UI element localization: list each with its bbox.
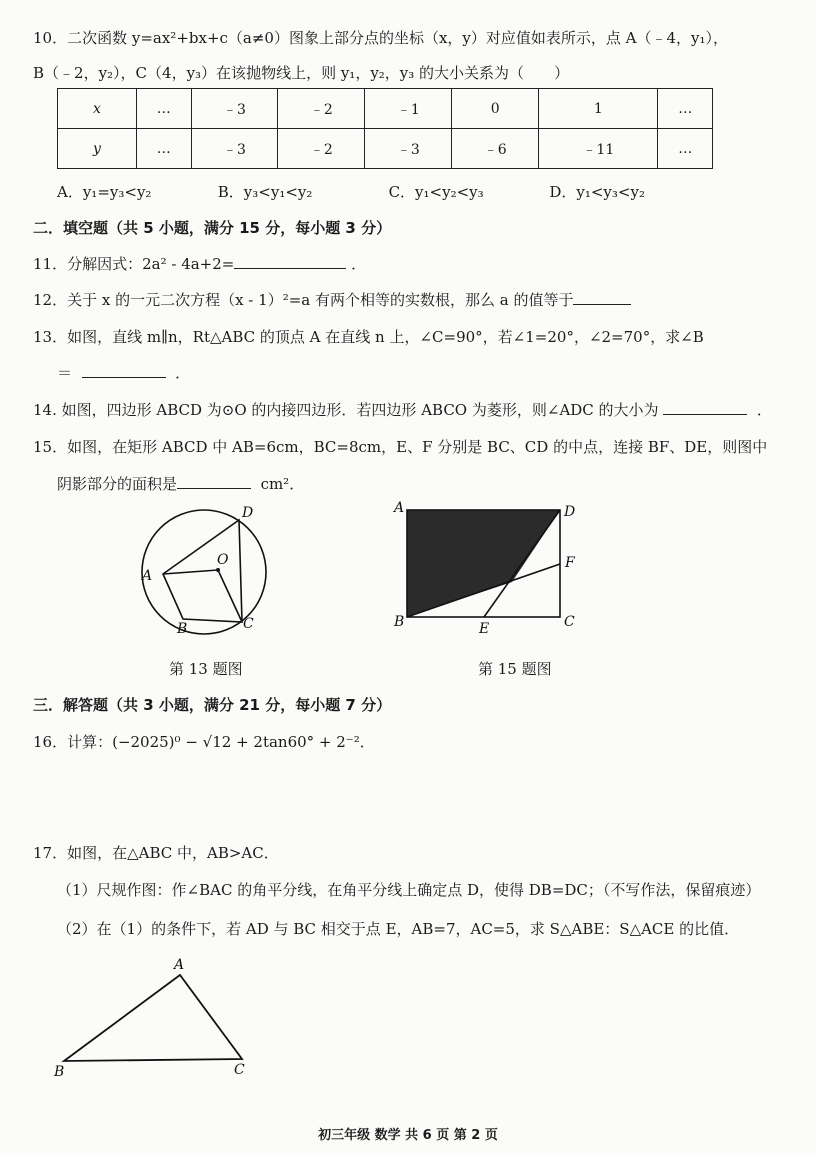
q15-line2 — [57, 474, 304, 494]
q15-prefix: 阴影部分的面积是 — [57, 475, 178, 493]
table-cell: ﹣3 — [365, 129, 452, 169]
table-cell: ﹣1 — [365, 89, 452, 129]
answer-blank — [82, 363, 166, 378]
q15-unit: cm²． — [260, 475, 305, 493]
label-f: F — [565, 555, 575, 571]
figure-15-caption: 第 15 题图 — [478, 660, 552, 678]
label-b: B — [394, 614, 405, 630]
answer-blank — [573, 290, 631, 305]
label-c: C — [564, 614, 575, 630]
q16: 16．计算：(−2025)⁰ − √12 + 2tan60° + 2⁻²． — [33, 733, 375, 751]
q13-end: ． — [175, 364, 191, 382]
table-row — [58, 129, 713, 169]
triangle-abc — [64, 975, 242, 1061]
shaded-region — [407, 510, 560, 617]
answer-blank — [663, 400, 747, 415]
label-d: D — [242, 505, 254, 521]
label-b: B — [54, 1064, 65, 1080]
table-cell: ﹣2 — [278, 129, 365, 169]
q12-text: 12．关于 x 的一元二次方程（x - 1）²=a 有两个相等的实数根，那么 a 的值等于 — [33, 291, 574, 309]
q10-value-table — [57, 88, 713, 169]
answer-blank — [234, 254, 346, 269]
answer-blank — [177, 474, 251, 489]
segment-ao — [163, 570, 218, 574]
figure-17-triangle — [50, 955, 260, 1080]
center-point-o — [216, 568, 220, 572]
figure-13-circle-quadrilateral — [130, 500, 290, 645]
q17-line2: （1）尺规作图：作∠BAC 的角平分线，在角平分线上确定点 D，使得 DB=DC；（不写作法，保留痕迹） — [57, 881, 761, 899]
label-c: C — [234, 1062, 245, 1078]
q14 — [33, 400, 772, 420]
option-b: B．y₃<y₁<y₂ — [217, 183, 313, 201]
q14-text: 14. 如图，四边形 ABCD 为⊙O 的内接四边形．若四边形 ABCO 为菱形，则∠ADC 的大小为 — [33, 401, 659, 419]
table-cell: y — [58, 129, 137, 169]
q17-line3: （2）在（1）的条件下，若 AD 与 BC 相交于点 E，AB=7，AC=5，求 S△ABE：S△ACE 的比值． — [57, 920, 740, 938]
figure-15-rectangle — [390, 496, 590, 636]
section-2-heading: 二．填空题（共 5 小题，满分 15 分，每小题 3 分） — [33, 219, 392, 237]
q11-end: ． — [351, 255, 367, 273]
table-row — [58, 89, 713, 129]
table-cell: 1 — [539, 89, 658, 129]
section-3-heading: 三．解答题（共 3 小题，满分 21 分，每小题 7 分） — [33, 696, 392, 714]
q12 — [33, 290, 631, 310]
label-a: A — [142, 568, 153, 584]
label-c: C — [243, 616, 254, 632]
table-cell: x — [58, 89, 137, 129]
q10-options — [57, 182, 645, 202]
table-cell: … — [658, 89, 713, 129]
q17-line1: 17．如图，在△ABC 中，AB>AC． — [33, 844, 279, 862]
table-cell: … — [658, 129, 713, 169]
label-d: D — [564, 504, 576, 520]
segment-oc — [218, 570, 242, 622]
figure-13-caption: 第 13 题图 — [169, 660, 243, 678]
q13-line1: 13．如图，直线 m∥n，Rt△ABC 的顶点 A 在直线 n 上，∠C=90°，若∠1=20°，∠2=70°，求∠B — [33, 328, 704, 346]
q10-line2: B（﹣2，y₂），C（4，y₃）在该抛物线上，则 y₁，y₂，y₃ 的大小关系为（ ） — [33, 64, 570, 82]
q11 — [33, 254, 366, 274]
option-d: D．y₁<y₃<y₂ — [549, 183, 645, 201]
q13-line2 — [57, 363, 190, 383]
q10-line1: 10．二次函数 y=ax²+bx+c（a≠0）图象上部分点的坐标（x，y）对应值如表所示，点 A（﹣4，y₁）， — [33, 29, 729, 47]
table-cell: ﹣3 — [191, 89, 278, 129]
page-footer: 初三年级 数学 共 6 页 第 2 页 — [318, 1128, 498, 1143]
q13-prefix: ＝ — [57, 364, 73, 382]
label-o: O — [217, 552, 229, 568]
label-a: A — [174, 957, 185, 973]
table-cell: … — [137, 89, 192, 129]
label-e: E — [479, 621, 490, 637]
label-a: A — [394, 500, 405, 516]
table-cell: … — [137, 129, 192, 169]
option-a: A．y₁=y₃<y₂ — [57, 183, 152, 201]
table-cell: 0 — [452, 89, 539, 129]
table-cell: ﹣6 — [452, 129, 539, 169]
table-cell: ﹣3 — [191, 129, 278, 169]
q14-end: ． — [756, 401, 772, 419]
table-cell: ﹣2 — [278, 89, 365, 129]
option-c: C．y₁<y₂<y₃ — [388, 183, 484, 201]
q11-text: 11．分解因式：2a² - 4a+2= — [33, 255, 235, 273]
q15-line1: 15．如图，在矩形 ABCD 中 AB=6cm，BC=8cm，E、F 分别是 BC、CD 的中点，连接 BF、DE，则图中 — [33, 438, 768, 456]
label-b: B — [177, 621, 188, 637]
table-cell: ﹣11 — [539, 129, 658, 169]
